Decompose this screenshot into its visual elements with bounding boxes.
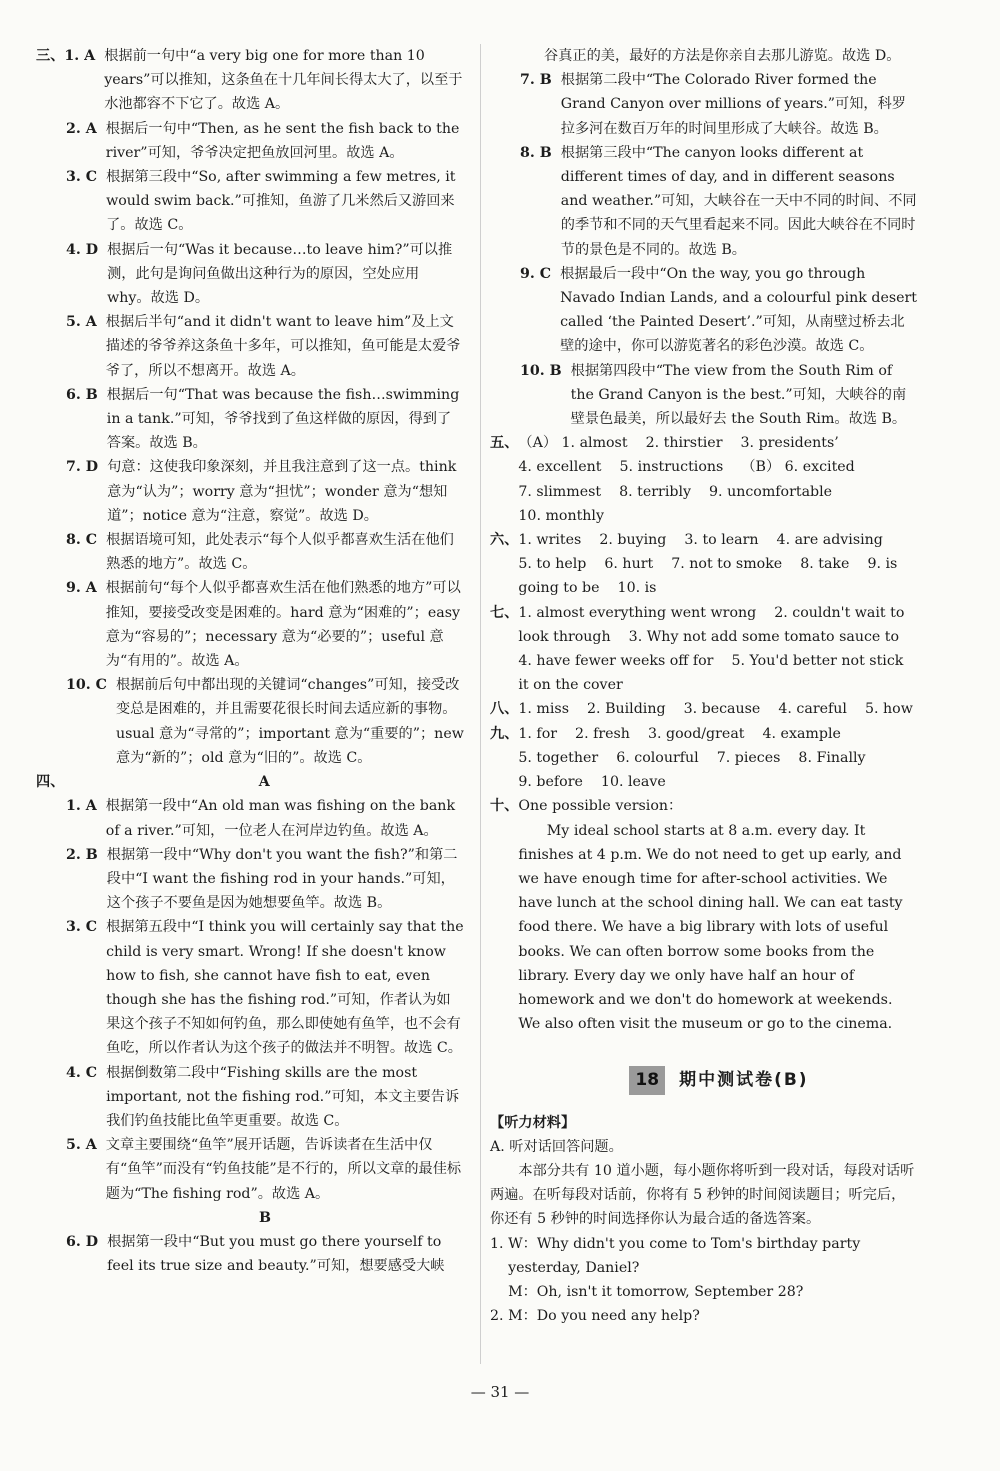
answer-text: 根据前后句中都出现的关键词“changes”可知，接受改变总是困难的，并且需要花很长时间去适应新的事物。usual 意为“寻常的”；important 意为“重要的”；new 意为“新的”；old 意为“旧的”。故选 C。: [115, 677, 464, 766]
answer-item: [520, 262, 918, 359]
answer-line: going to be 10. is: [518, 580, 657, 597]
answer-line: 4. have fewer weeks off for 5. You'd better not stick: [518, 653, 904, 670]
page-number: — 31 —: [470, 1383, 530, 1401]
answer-line: 1. miss 2. Building 3. because 4. careful 5. how: [518, 701, 913, 718]
dialog-number: 1.: [490, 1235, 504, 1252]
answer-item: [66, 1133, 464, 1206]
answer-item: [66, 843, 464, 916]
answer-item: [66, 1230, 464, 1278]
test-title: [520, 1066, 918, 1094]
answer-number: 3. C: [66, 919, 98, 936]
answer-line: 5. together 6. colourful 7. pieces 8. Finally: [518, 749, 866, 766]
answer-item: [66, 528, 464, 576]
answer-line: 1. for 2. fresh 3. good/great 4. example: [518, 725, 841, 742]
answer-line: 4. excellent 5. instructions （B） 6. excited: [518, 459, 855, 476]
answer-line: 9. before 10. leave: [518, 774, 666, 791]
test-number-badge: 18: [629, 1066, 665, 1094]
listening-instructions: 本部分共有 10 道小题，每小题你将听到一段对话，每段对话听两遍。在听每段对话前，你将有 5 秒钟的时间阅读题目；听完后，你还有 5 秒钟的时间选择你认为最合适的备选答案。: [490, 1162, 915, 1228]
answer-item: [66, 117, 464, 165]
dialog-item: [490, 1232, 918, 1305]
section-9: [490, 722, 918, 795]
answer-text: 根据后半句“and it didn't want to leave him”及上文描述的爷爷养这条鱼十多年，可以推知，鱼可能是太爱爷爷了，所以不想离开。故选 A。: [105, 314, 461, 379]
section-10: [490, 794, 918, 1036]
answer-number: 7. B: [520, 72, 552, 89]
answer-text: 根据第一段中“An old man was fishing on the bank of a river.”可知，一位老人在河岸边钓鱼。故选 A。: [105, 798, 456, 839]
answer-number: 1. A: [66, 798, 97, 815]
answer-text: 文章主要围绕“鱼竿”展开话题，告诉读者在生活中仅有“鱼竿”而没有“钓鱼技能”是不行的，所以文章的最佳标题为“The fishing rod”。故选 A。: [105, 1137, 462, 1202]
answer-number: 2. A: [66, 120, 97, 137]
answer-item: [66, 455, 464, 528]
answer-text: 根据后一句中“Then, as he sent the fish back to the river”可知，爷爷决定把鱼放回河里。故选 A。: [105, 120, 460, 161]
essay-text: My ideal school starts at 8 a.m. every day. It finishes at 4 p.m. We do not need to get up early, and we have enough time for after-school activities. We have lunch at the school dining hall. We can eat tasty food there. We have a big library with lots of useful books. We can often borrow some books from the library. Every day we only have half an hour of homework and we don't do homework at weekends. We also often visit the museum or go to the cinema.: [518, 822, 903, 1033]
section-3: [36, 44, 464, 117]
dialog-line: W：Why didn't you come to Tom's birthday party yesterday, Daniel?: [508, 1235, 861, 1276]
answer-number: 7. D: [66, 459, 99, 476]
answer-item: [64, 44, 464, 117]
section-mark: 九、: [490, 725, 519, 742]
answer-number: 5. A: [66, 314, 97, 331]
section-8: [490, 697, 918, 721]
answer-text: 根据最后一段中“On the way, you go through Navado Indian Lands, and a colourful pink desert called ‘the Painted Desert’.”可知，从南壁过桥去北壁的途中，你可以游览著名的彩色沙漠。故选 C。: [560, 265, 918, 355]
answer-text: 根据倒数第二段中“Fishing skills are the most important, not the fishing rod.”可知，本文主要告诉我们钓鱼技能比鱼竿更重要。故选 C。: [106, 1064, 460, 1129]
answer-item: [66, 383, 464, 456]
answer-line: 10. monthly: [518, 507, 604, 524]
column-divider: [480, 44, 481, 1364]
answer-line: 1. writes 2. buying 3. to learn 4. are advising: [518, 532, 883, 549]
answer-item: [66, 794, 464, 842]
answer-number: 3. C: [66, 169, 98, 186]
dialog-number: 2.: [490, 1308, 504, 1325]
answer-line: 7. slimmest 8. terribly 9. uncomfortable: [518, 483, 833, 500]
answer-text: 根据第二段中“The Colorado River formed the Grand Canyon over millions of years.”可知，科罗拉多河在数百万年的时间里形成了大峡谷。故选 B。: [560, 72, 906, 137]
answer-number: 8. B: [520, 144, 552, 161]
answer-number: 9. A: [66, 580, 97, 597]
answer-line: 1. almost everything went wrong 2. couldn't wait to: [518, 604, 905, 621]
answer-number: 4. D: [66, 241, 99, 258]
answer-text: 根据第一段中“But you must go there yourself to feel its true size and beauty.”可知，想要感受大峡: [107, 1233, 445, 1275]
answer-line: 5. to help 6. hurt 7. not to smoke 8. take 9. is: [518, 556, 898, 573]
answer-number: 4. C: [66, 1064, 98, 1081]
section-mark: 七、: [490, 604, 519, 621]
answer-item: [66, 238, 464, 311]
right-column: [490, 44, 918, 1328]
answer-item: [520, 359, 918, 432]
dialog-line: M：Oh, isn't it tomorrow, September 28?: [508, 1283, 804, 1300]
test-title-text: 期中测试卷(B): [679, 1070, 809, 1091]
answer-text: 根据第五段中“I think you will certainly say that the child is very smart. Wrong! If she doesn't know how to fish, she cannot have fish to eat, even though she has the fishing rod.”可知，作者认为如果这个孩子不知如何钓鱼，那么即使她有鱼竿，也不会有鱼吃，所以作者认为这个孩子的做法并不明智。故选 C。: [106, 919, 464, 1057]
answer-line: （A） 1. almost 2. thirstier 3. presidents’: [518, 435, 839, 452]
answer-text: 根据后一句“That was because the fish…swimming in a tank.”可知，爷爷找到了鱼这样做的原因，得到了答案。故选 B。: [106, 386, 460, 452]
section-mark: 十、: [490, 798, 519, 815]
answer-text: 根据前一句中“a very big one for more than 10 years”可以推知，这条鱼在十几年间长得太大了，以至于水池都容不下它了。故选 A。: [104, 48, 463, 113]
answer-text: 句意：这使我印象深刻，并且我注意到了这一点。think 意为“认为”；worry 意为“担忧”；wonder 意为“想知道”；notice 意为“注意，察觉”。故选 D。: [107, 459, 457, 524]
answer-item: [520, 68, 918, 141]
listening-part-a: A. 听对话回答问题。: [490, 1138, 623, 1155]
answer-item: [66, 576, 464, 673]
answer-number: 8. C: [66, 532, 98, 549]
answer-number: 10. B: [520, 362, 562, 379]
answer-number: 6. D: [66, 1233, 99, 1250]
answer-number: 2. B: [66, 846, 98, 863]
section-mark: 四、: [36, 774, 65, 791]
section-7: [490, 601, 918, 698]
answer-number: 1. A: [64, 48, 96, 64]
answer-number: 6. B: [66, 386, 98, 403]
answer-item: [520, 141, 918, 262]
answer-text: 根据第三段中“So, after swimming a few metres, it would swim back.”可推知，鱼游了几米然后又游回来了。故选 C。: [106, 169, 456, 234]
answer-text: 根据后一句“Was it because…to leave him?”可以推测，此句是询问鱼做出这种行为的原因，空处应用 why。故选 D。: [107, 241, 453, 307]
answer-item: [66, 915, 464, 1060]
answer-item: [66, 165, 464, 238]
section-mark: 三、: [36, 48, 65, 64]
answer-text: 根据第四段中“The view from the South Rim of the Grand Canyon is the best.”可知，大峡谷的南壁景色最美，所以最好去 the South Rim。故选 B。: [570, 362, 907, 428]
answer-line: it on the cover: [518, 677, 623, 694]
answer-line: look through 3. Why not add some tomato sauce to: [518, 628, 900, 645]
answer-number: 5. A: [66, 1137, 97, 1154]
section-4: [36, 770, 464, 794]
listening-tag: 【听力材料】: [490, 1114, 576, 1131]
dialog-line: M：Do you need any help?: [508, 1308, 700, 1325]
answer-item: [66, 1061, 464, 1134]
essay-intro: One possible version：: [518, 798, 683, 815]
section-mark: 八、: [490, 701, 519, 718]
answer-item: [66, 673, 464, 770]
section-mark: 六、: [490, 532, 519, 549]
answer-item: [66, 310, 464, 383]
answer-text: 根据第三段中“The canyon looks different at different times of day, and in different seasons and weather.”可知，大峡谷在一天中不同的时间、不同的季节和不同的天气里看起来不同。因此大峡谷在不同时节的景色是不同的。故选 B。: [560, 144, 917, 258]
answer-number: 9. C: [520, 265, 552, 282]
section-6: [490, 528, 918, 601]
answer-text: 根据语境可知，此处表示“每个人似乎都喜欢生活在他们熟悉的地方”。故选 C。: [106, 532, 454, 573]
answer-text: 根据第一段中“Why don't you want the fish?”和第二段中“I want the fishing rod in your hands.”可知，这个孩子不要鱼是因为她想要鱼竿。故选 B。: [106, 846, 458, 912]
dialog-item: [490, 1304, 918, 1328]
section-5: [490, 431, 918, 528]
part-label: A: [258, 774, 270, 791]
section-mark: 五、: [490, 435, 519, 452]
part-label: B: [259, 1209, 271, 1226]
continuation-text: 谷真正的美，最好的方法是你亲自去那儿游览。故选 D。: [544, 48, 901, 64]
answer-number: 10. C: [66, 677, 107, 694]
answer-text: 根据前句“每个人似乎都喜欢生活在他们熟悉的地方”可以推知，要接受改变是困难的。hard 意为“困难的”；easy 意为“容易的”；necessary 意为“必要的”；useful 意为“有用的”。故选 A。: [105, 580, 461, 670]
left-column: [36, 44, 464, 1278]
